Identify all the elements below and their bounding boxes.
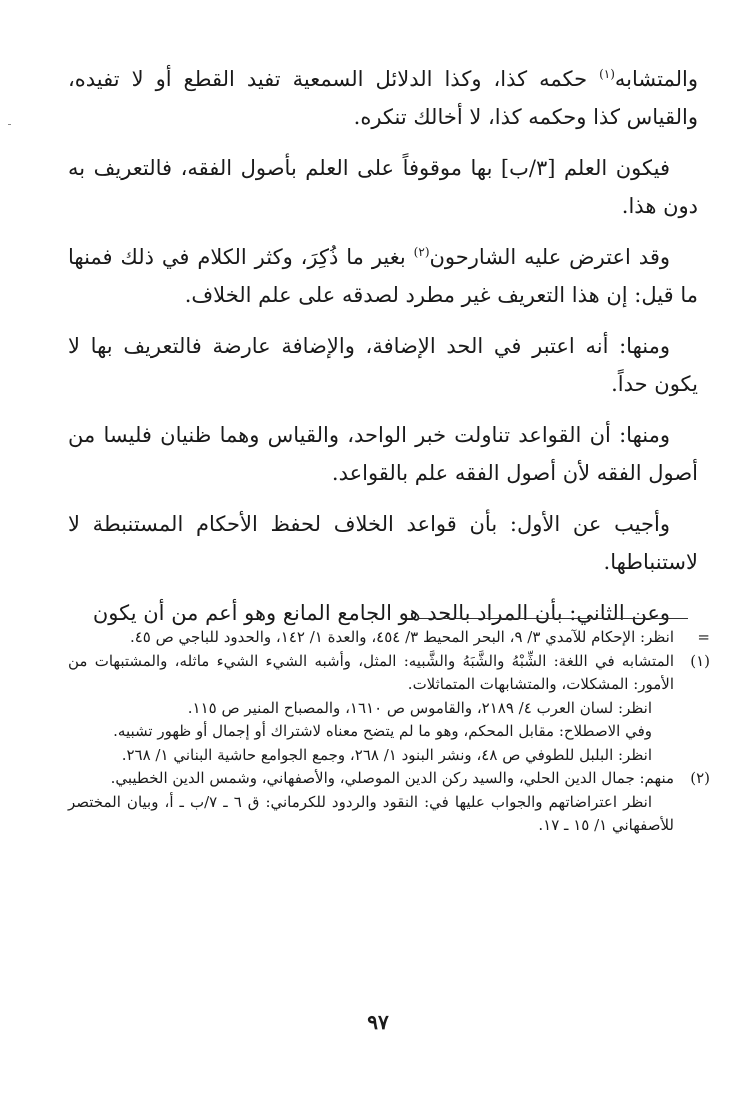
footnote-1: (١) المتشابه في اللغة: الشِّبْهُ والشَّبَهُ والشَّبيه: المثل، وأشبه الشيء الشيء ماثله، والمشتبهات من الأمور: المشكلات، والمتشابهات المتماثلات. xyxy=(68,651,710,693)
paragraph-5: ومنها: أن القواعد تناولت خبر الواحد، والقياس وهما ظنيان فليسا من أصول الفقه لأن أصول الفقه علم بالقواعد. xyxy=(68,423,698,485)
footnote-1-mark: (١) xyxy=(690,651,710,670)
footnote-1-line: انظر: البلبل للطوفي ص ٤٨، ونشر البنود ١/ ٢٦٨، وجمع الجوامع حاشية البناني ١/ ٢٦٨. xyxy=(121,745,652,764)
footnote-1-line: انظر: لسان العرب ٤/ ٢١٨٩، والقاموس ص ١٦١٠، والمصباح المنير ص ١١٥. xyxy=(187,698,652,717)
margin-mark xyxy=(8,124,11,125)
footnote-2-line: انظر اعتراضاتهم والجواب عليها في: النقود والردود للكرماني: ق ٦ ـ ٧/ب ـ أ، وبيان المختصر للأصفهاني ١/ ١٥ ـ ١٧. xyxy=(68,792,674,834)
footnote-2-mark: (٢) xyxy=(690,769,710,787)
page-number: ٩٧ xyxy=(367,1010,389,1034)
paragraph-7: وعن الثاني: بأن المراد بالحد هو الجامع المانع وهو أعم من أن يكون xyxy=(92,601,670,625)
footnote-ref-2[interactable]: (٢) xyxy=(413,245,430,259)
footnotes xyxy=(68,626,710,838)
footnote-separator xyxy=(418,618,688,619)
paragraph-4: ومنها: أنه اعتبر في الحد الإضافة، والإضافة عارضة فالتعريف بها لا يكون حداً. xyxy=(68,334,698,396)
paragraph-1: والمتشابه$^{(١)}$ حكمه كذا، وكذا الدلائل السمعية تفيد القطع أو لا تفيده، والقياس كذا وحكمه كذا، لا أخالك تنكره. xyxy=(68,67,698,129)
paragraph-6: وأجيب عن الأول: بأن قواعد الخلاف لحفظ الأحكام المستنبطة لا لاستنباطها. xyxy=(68,512,698,574)
footnote-ref-1[interactable]: (١) xyxy=(599,67,615,81)
footnote-1-line: وفي الاصطلاح: مقابل المحكم، وهو ما لم يتضح معناه لاشتراك أو إجمال أو ظهور تشبيه. xyxy=(113,722,652,740)
footnote-2: (٢) منهم: جمال الدين الحلي، والسيد ركن الدين الموصلي، والأصفهاني، وشمس الدين الخطيبي. xyxy=(68,767,710,791)
paragraph-3: وقد اعترض عليه الشارحون$^{(٢)}$ بغير ما ذُكِرَ، وكثر الكلام في ذلك فمنها ما قيل: إن هذا التعريف غير مطرد لصدقه على علم الخلاف. xyxy=(68,245,698,307)
main-text xyxy=(68,60,698,645)
paragraph-2: فيكون العلم [٣/ب] بها موقوفاً على العلم بأصول الفقه، فالتعريف به دون هذا. xyxy=(68,156,698,218)
footnote-continuation: = انظر: الإحكام للآمدي ٣/ ٩، البحر المحيط ٣/ ٤٥٤، والعدة ١/ ١٤٢، والحدود للباجي ص ٤٥. xyxy=(68,626,710,650)
continuation-mark: = xyxy=(697,628,710,646)
